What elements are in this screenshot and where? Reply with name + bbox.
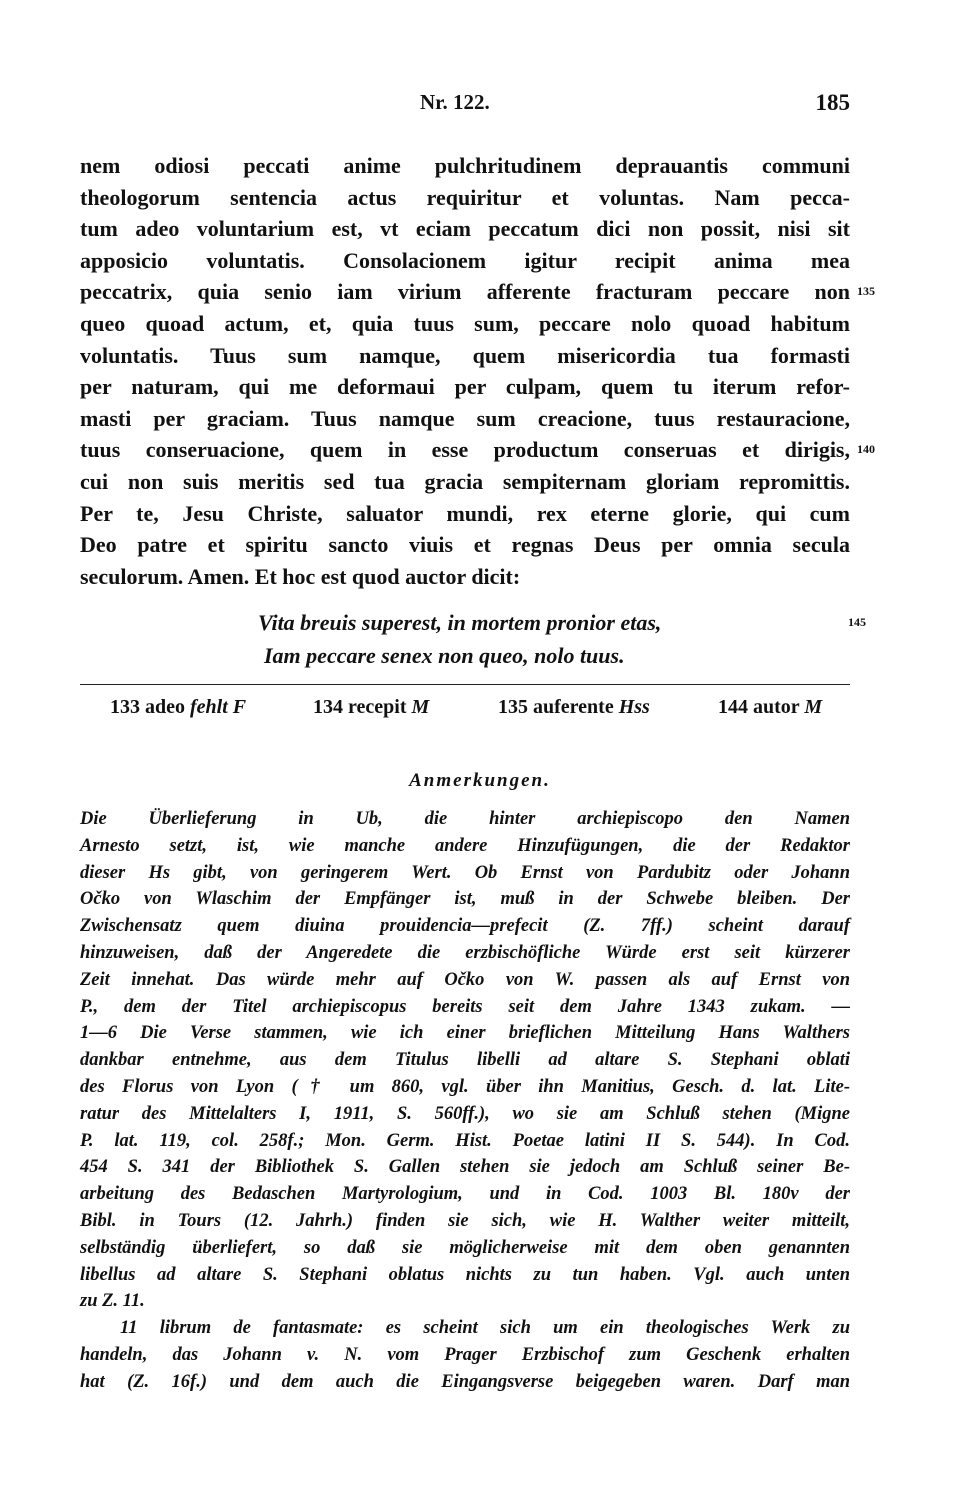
note-line: P. lat. 119, col. 258f.; Mon. Germ. Hist. Poetae latini II S. 544). In Cod. <box>80 1130 850 1151</box>
note-line: P., dem der Titel archiepiscopus bereits seit dem Jahre 1343 zukam. — <box>80 996 850 1017</box>
text-line: Deo patre et spiritu sancto viuis et regnas Deus per omnia secula <box>80 532 850 558</box>
note-line: Zwischensatz quem diuina prouidencia—prefecit (Z. 7ff.) scheint darauf <box>80 916 850 937</box>
apparatus-entry: 144 autor M <box>718 696 823 718</box>
text-line: queo quoad actum, et, quia tuus sum, peccare nolo quoad habitum <box>80 310 850 336</box>
note-line: dieser Hs gibt, von geringerem Wert. Ob Ernst von Pardubitz oder Johann <box>80 862 850 883</box>
verse-line: Iam peccare senex non queo, nolo tuus. <box>264 643 625 668</box>
page-number: 185 <box>815 90 850 115</box>
text-line: tuus conseruacione, quem in esse productum conseruas et dirigis, <box>80 437 850 463</box>
margin-line-number: 135 <box>857 284 875 299</box>
text-line: Per te, Jesu Christe, saluator mundi, rex eterne glorie, qui cum <box>80 500 850 526</box>
note-line: dankbar entnehme, aus dem Titulus libelli ad altare S. Stephani oblati <box>80 1050 850 1071</box>
text-line-numbered <box>80 276 875 308</box>
note-line: Zeit innehat. Das würde mehr auf Očko von W. passen als auf Ernst von <box>80 969 850 990</box>
text-line: per naturam, qui me deformaui per culpam, quem tu iterum refor- <box>80 374 850 400</box>
note-line: des Florus von Lyon († um 860, vgl. über ihn Manitius, Gesch. d. lat. Lite- <box>80 1076 850 1097</box>
note-line: arbeitung des Bedaschen Martyrologium, und in Cod. 1003 Bl. 180v der <box>80 1184 850 1205</box>
apparatus-entry: 134 recepit M <box>313 696 430 718</box>
note-line: Očko von Wlaschim der Empfänger ist, muß in der Schwebe bleiben. Der <box>80 889 850 910</box>
text-line: nem odiosi peccati anime pulchritudinem deprauantis communi <box>80 153 850 178</box>
note-line: selbständig überliefert, so daß sie möglicherweise mit dem oben genannten <box>80 1237 850 1258</box>
apparatus-entry: 135 auferente Hss <box>498 696 650 718</box>
note-line: libellus ad altare S. Stephani oblatus nichts zu tun haben. Vgl. auch unten <box>80 1264 850 1285</box>
text-line: seculorum. Amen. Et hoc est quod auctor dicit: <box>80 563 521 589</box>
note-line: 1—6 Die Verse stammen, wie ich einer brieflichen Mitteilung Hans Walthers <box>80 1023 850 1044</box>
notes-section <box>80 806 850 1396</box>
critical-apparatus <box>80 696 850 726</box>
text-line: cui non suis meritis sed tua gracia sempiternam gloriam repromittis. <box>80 468 850 494</box>
margin-line-number: 140 <box>857 442 875 457</box>
note-line: 11 librum de fantasmate: es scheint sich um ein theologisches Werk zu <box>120 1318 850 1339</box>
note-line: zu Z. 11. <box>80 1291 145 1312</box>
note-line: Die Überlieferung in Ub, die hinter archiepiscopo den Namen <box>80 809 850 829</box>
running-header <box>80 90 850 120</box>
text-line: theologorum sentencia actus requiritur et voluntas. Nam pecca- <box>80 184 850 210</box>
margin-line-number: 145 <box>848 615 866 629</box>
text-line: peccatrix, quia senio iam virium afferente fracturam peccare non <box>80 279 850 305</box>
note-line: Bibl. in Tours (12. Jahrh.) finden sie sich, wie H. Walther weiter mitteilt, <box>80 1210 850 1231</box>
note-line: ratur des Mittelalters I, 1911, S. 560ff.), wo sie am Schluß stehen (Migne <box>80 1103 850 1124</box>
text-line: tum adeo voluntarium est, vt eciam peccatum dici non possit, nisi sit <box>80 216 850 242</box>
verse-line: Vita breuis superest, in mortem pronior etas, <box>258 610 662 635</box>
main-text <box>80 150 875 592</box>
running-title: Nr. 122. <box>420 90 490 114</box>
apparatus-entry: 133 adeo fehlt F <box>110 696 247 718</box>
text-line: masti per graciam. Tuus namque sum creacione, tuus restauracione, <box>80 405 850 431</box>
note-line: handeln, das Johann v. N. vom Prager Erzbischof zum Geschenk erhalten <box>80 1344 850 1365</box>
text-line-numbered <box>80 434 875 466</box>
text-line: apposicio voluntatis. Consolacionem igitur recipit anima mea <box>80 247 850 273</box>
text-line: voluntatis. Tuus sum namque, quem misericordia tua formasti <box>80 342 850 368</box>
note-line: hat (Z. 16f.) und dem auch die Eingangsverse beigegeben waren. Darf man <box>80 1371 850 1392</box>
note-line: Arnesto setzt, ist, wie manche andere Hinzufügungen, die der Redaktor <box>80 835 850 856</box>
notes-heading: Anmerkungen. <box>409 770 551 791</box>
apparatus-divider <box>80 684 850 685</box>
note-line: 454 S. 341 der Bibliothek S. Gallen stehen sie jedoch am Schluß seiner Be- <box>80 1157 850 1178</box>
verse-quotation <box>258 606 866 672</box>
note-line: hinzuweisen, daß der Angeredete die erzbischöfliche Würde erst seit kürzerer <box>80 942 850 963</box>
